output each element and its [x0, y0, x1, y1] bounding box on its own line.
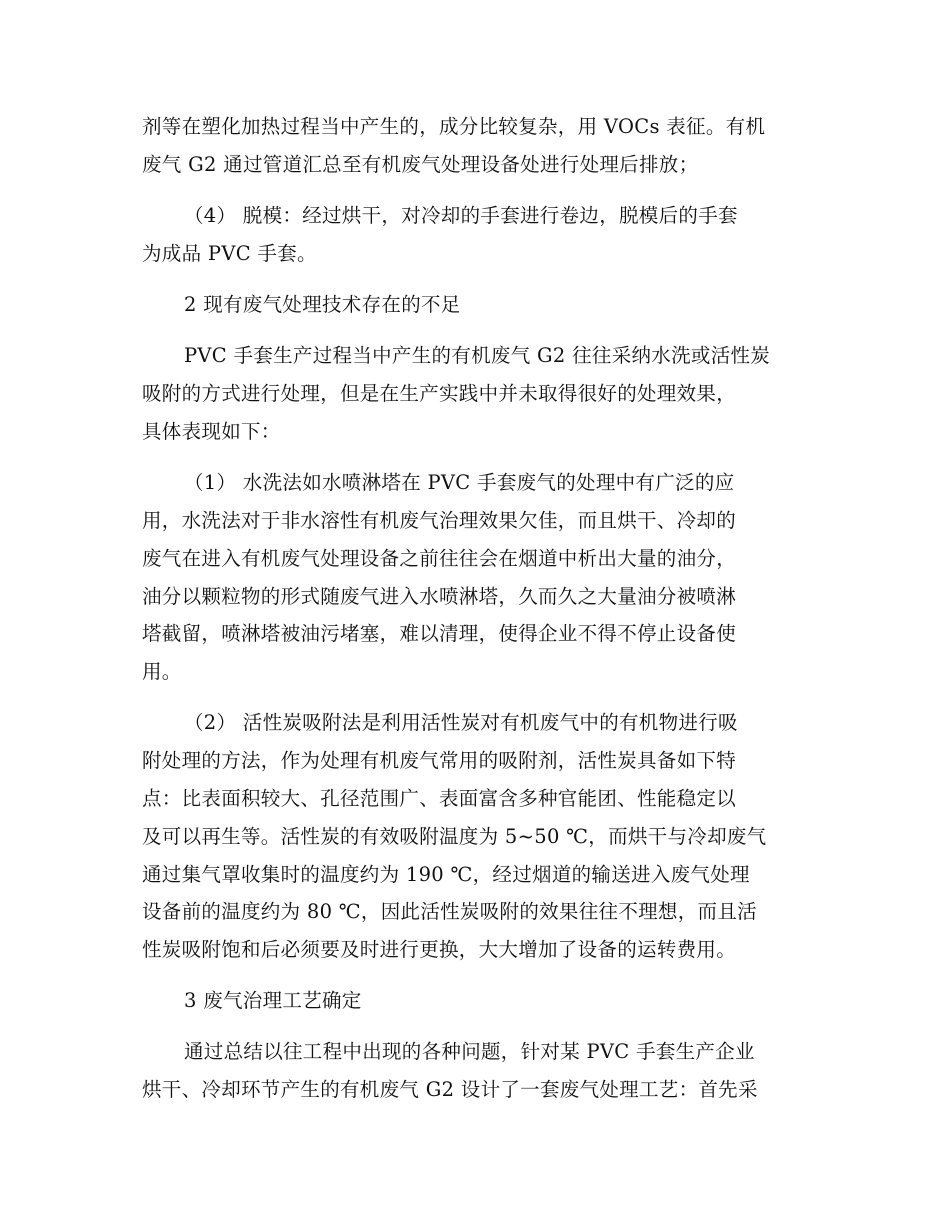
text-line: 塔截留，喷淋塔被油污堵塞，难以清理，使得企业不得不停止设备使	[142, 622, 737, 645]
text-line: 剂等在塑化加热过程当中产生的，成分比较复杂，用 VOCs 表征。有机	[142, 115, 766, 138]
text-line: 性炭吸附饱和后必须要及时进行更换，大大增加了设备的运转费用。	[142, 938, 737, 961]
text-line: PVC 手套生产过程当中产生的有机废气 G2 往往采纳水洗或活性炭	[184, 344, 771, 367]
section-heading: 2 现有废气处理技术存在的不足	[184, 293, 461, 316]
text-line: 用，水洗法对于非水溶性有机废气治理效果欠佳，而且烘干、冷却的	[142, 509, 737, 532]
text-line: 设备前的温度约为 80 ℃，因此活性炭吸附的效果往往不理想，而且活	[142, 900, 757, 923]
text-line: 具体表现如下：	[142, 420, 281, 443]
text-line: （2） 活性炭吸附法是利用活性炭对有机废气中的有机物进行吸	[184, 711, 738, 734]
text-line: （1） 水洗法如水喷淋塔在 PVC 手套废气的处理中有广泛的应	[184, 471, 735, 494]
section-heading: 3 废气治理工艺确定	[184, 989, 362, 1012]
text-line: 烘干、冷却环节产生的有机废气 G2 设计了一套废气处理工艺：首先采	[142, 1078, 758, 1101]
text-line: 为成品 PVC 手套。	[142, 242, 317, 265]
text-line: （4） 脱模：经过烘干，对冷却的手套进行卷边，脱模后的手套	[184, 204, 738, 227]
text-line: 油分以颗粒物的形式随废气进入水喷淋塔，久而久之大量油分被喷淋	[142, 585, 737, 608]
text-line: 附处理的方法，作为处理有机废气常用的吸附剂，活性炭具备如下特	[142, 749, 737, 772]
text-line: 废气在进入有机废气处理设备之前往往会在烟道中析出大量的油分，	[142, 547, 737, 570]
text-line: 废气 G2 通过管道汇总至有机废气处理设备处进行处理后排放；	[142, 153, 699, 176]
text-line: 点：比表面积较大、孔径范围广、表面富含多种官能团、性能稳定以	[142, 787, 737, 810]
text-line: 及可以再生等。活性炭的有效吸附温度为 5~50 ℃，而烘干与冷却废气	[142, 825, 767, 848]
text-line: 吸附的方式进行处理，但是在生产实践中并未取得很好的处理效果，	[142, 382, 737, 405]
text-line: 用。	[142, 660, 182, 683]
text-line: 通过总结以往工程中出现的各种问题，针对某 PVC 手套生产企业	[184, 1040, 755, 1063]
text-line: 通过集气罩收集时的温度约为 190 ℃，经过烟道的输送进入废气处理	[142, 863, 750, 886]
